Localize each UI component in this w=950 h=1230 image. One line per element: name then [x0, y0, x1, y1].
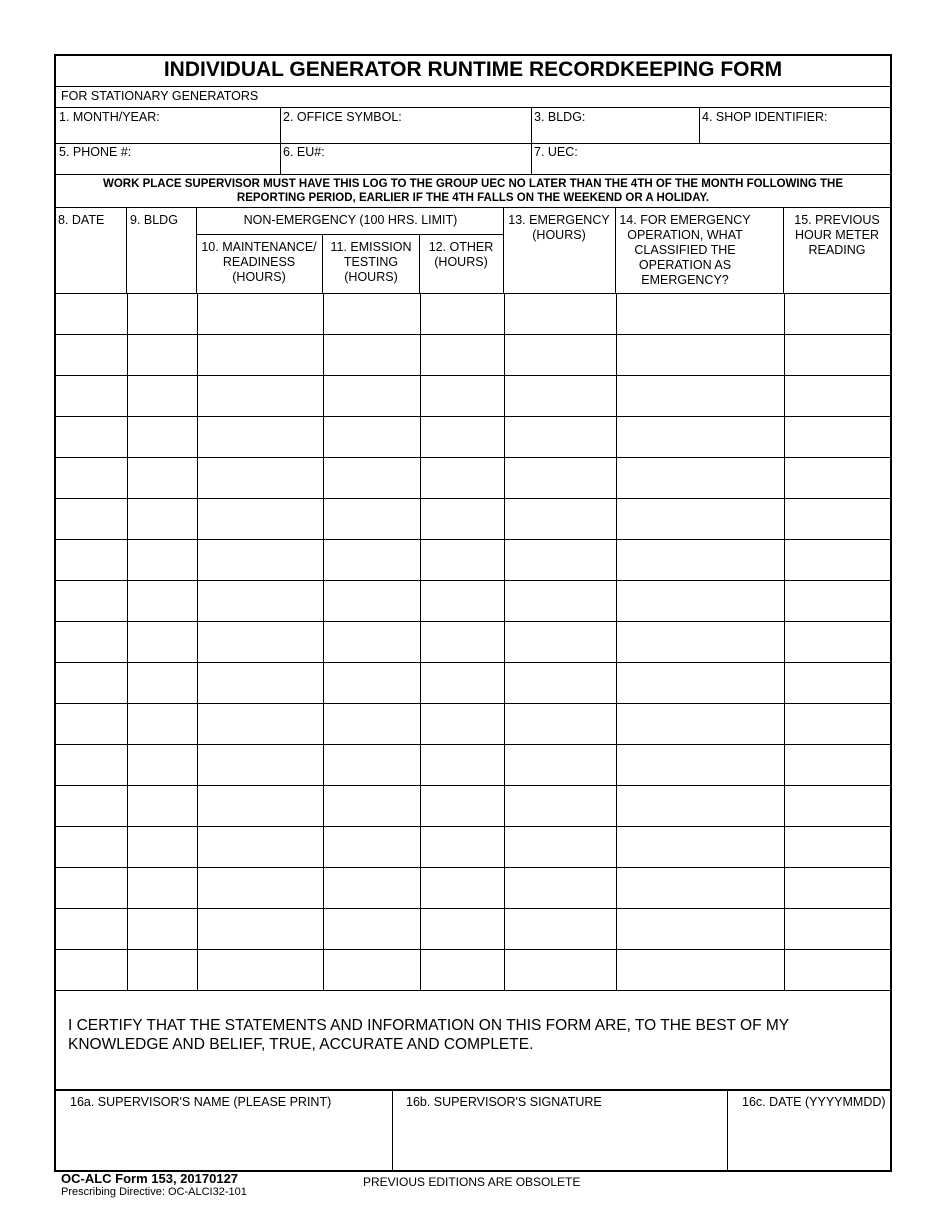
- table-row: [56, 293, 890, 334]
- col-classified: 14. FOR EMERGENCY OPERATION, WHAT CLASSIFIED THE OPERATION AS EMERGENCY?: [619, 213, 751, 287]
- entry-cell-emission[interactable]: [323, 826, 420, 867]
- entry-cell-classified[interactable]: [616, 826, 784, 867]
- entry-cell-bldg[interactable]: [127, 744, 197, 785]
- entry-cell-previous[interactable]: [784, 293, 890, 334]
- entry-cell-emergency[interactable]: [504, 334, 616, 375]
- entry-cell-emergency[interactable]: [504, 867, 616, 908]
- notice-line-1: WORK PLACE SUPERVISOR MUST HAVE THIS LOG TO THE GROUP UEC NO LATER THAN THE 4TH OF THE MONTH FOLLOWING THE: [102, 178, 844, 190]
- month-year-field[interactable]: [59, 110, 279, 144]
- entry-cell-emission[interactable]: [323, 334, 420, 375]
- entry-cell-previous[interactable]: [784, 457, 890, 498]
- entry-cell-emergency[interactable]: [504, 744, 616, 785]
- entry-cell-maintenance[interactable]: [197, 949, 323, 990]
- notice-line-2: REPORTING PERIOD, EARLIER IF THE 4TH FALLS ON THE WEEKEND OR A HOLIDAY.: [236, 192, 710, 204]
- bldg-label: 3. BLDG:: [534, 110, 586, 124]
- entry-cell-bldg[interactable]: [127, 539, 197, 580]
- entry-cell-emission[interactable]: [323, 908, 420, 949]
- entry-cell-bldg[interactable]: [127, 949, 197, 990]
- table-row: [56, 416, 890, 457]
- table-row: [56, 703, 890, 744]
- col-non-emergency: NON-EMERGENCY (100 HRS. LIMIT): [243, 213, 458, 227]
- entry-cell-other[interactable]: [420, 703, 504, 744]
- entry-cell-classified[interactable]: [616, 375, 784, 416]
- prescribing-directive: Prescribing Directive: OC-ALCI32-101: [61, 1186, 247, 1198]
- entry-cell-date[interactable]: [56, 416, 127, 457]
- phone-field[interactable]: [59, 145, 279, 175]
- entry-cell-date[interactable]: [56, 867, 127, 908]
- entry-cell-emission[interactable]: [323, 785, 420, 826]
- entry-cell-maintenance[interactable]: [197, 539, 323, 580]
- entry-cell-maintenance[interactable]: [197, 662, 323, 703]
- phone-label: 5. PHONE #:: [59, 145, 132, 159]
- entry-cell-bldg[interactable]: [127, 375, 197, 416]
- entry-cell-bldg[interactable]: [127, 621, 197, 662]
- entry-cell-emission[interactable]: [323, 539, 420, 580]
- eu-label: 6. EU#:: [283, 145, 325, 159]
- entry-cell-previous[interactable]: [784, 375, 890, 416]
- entry-cell-emission[interactable]: [323, 662, 420, 703]
- entry-cell-emergency[interactable]: [504, 539, 616, 580]
- entry-cell-emergency[interactable]: [504, 457, 616, 498]
- entry-cell-date[interactable]: [56, 334, 127, 375]
- entry-cell-maintenance[interactable]: [197, 744, 323, 785]
- col-emergency: 13. EMERGENCY (HOURS): [508, 213, 610, 242]
- entry-cell-date[interactable]: [56, 293, 127, 334]
- entry-cell-maintenance[interactable]: [197, 498, 323, 539]
- entry-cell-date[interactable]: [56, 949, 127, 990]
- entry-cell-other[interactable]: [420, 375, 504, 416]
- supervisor-signature-field[interactable]: [406, 1095, 726, 1170]
- entry-cell-emergency[interactable]: [504, 416, 616, 457]
- bldg-field[interactable]: [534, 110, 698, 144]
- entry-cell-previous[interactable]: [784, 908, 890, 949]
- entry-cell-date[interactable]: [56, 703, 127, 744]
- entry-cell-classified[interactable]: [616, 580, 784, 621]
- col-date: 8. DATE: [58, 213, 105, 227]
- entry-cell-date[interactable]: [56, 908, 127, 949]
- shop-identifier-label: 4. SHOP IDENTIFIER:: [702, 110, 828, 124]
- entry-cell-emergency[interactable]: [504, 703, 616, 744]
- entry-cell-classified[interactable]: [616, 334, 784, 375]
- obsolete-notice: PREVIOUS EDITIONS ARE OBSOLETE: [363, 1175, 581, 1189]
- entry-cell-previous[interactable]: [784, 867, 890, 908]
- entry-cell-classified[interactable]: [616, 457, 784, 498]
- generator-runtime-form: [54, 54, 892, 1172]
- entry-cell-classified[interactable]: [616, 621, 784, 662]
- entry-cell-emergency[interactable]: [504, 498, 616, 539]
- entry-cell-previous[interactable]: [784, 744, 890, 785]
- entry-cell-previous[interactable]: [784, 703, 890, 744]
- entry-cell-emission[interactable]: [323, 703, 420, 744]
- entry-cell-bldg[interactable]: [127, 662, 197, 703]
- certification-statement: I CERTIFY THAT THE STATEMENTS AND INFORMATION ON THIS FORM ARE, TO THE BEST OF MY KNOWLEDGE AND BELIEF, TRUE, ACCURATE AND COMPLETE.: [68, 1017, 790, 1053]
- entry-cell-other[interactable]: [420, 949, 504, 990]
- entry-cell-maintenance[interactable]: [197, 334, 323, 375]
- entry-cell-other[interactable]: [420, 826, 504, 867]
- entry-cell-date[interactable]: [56, 457, 127, 498]
- entry-cell-date[interactable]: [56, 662, 127, 703]
- entry-cell-maintenance[interactable]: [197, 293, 323, 334]
- entry-cell-emergency[interactable]: [504, 662, 616, 703]
- entry-cell-other[interactable]: [420, 908, 504, 949]
- entry-cell-date[interactable]: [56, 539, 127, 580]
- entry-cell-emission[interactable]: [323, 867, 420, 908]
- entry-cell-previous[interactable]: [784, 949, 890, 990]
- entry-cell-emission[interactable]: [323, 621, 420, 662]
- entry-cell-other[interactable]: [420, 785, 504, 826]
- entry-cell-emission[interactable]: [323, 375, 420, 416]
- eu-field[interactable]: [283, 145, 531, 175]
- col-bldg: 9. BLDG: [130, 213, 178, 227]
- entry-cell-previous[interactable]: [784, 826, 890, 867]
- entry-cell-previous[interactable]: [784, 334, 890, 375]
- entry-cell-other[interactable]: [420, 867, 504, 908]
- supervisor-signature-label: 16b. SUPERVISOR'S SIGNATURE: [406, 1095, 602, 1109]
- entry-cell-classified[interactable]: [616, 498, 784, 539]
- entry-cell-maintenance[interactable]: [197, 867, 323, 908]
- entry-cell-other[interactable]: [420, 416, 504, 457]
- entry-cell-other[interactable]: [420, 580, 504, 621]
- entry-cell-classified[interactable]: [616, 416, 784, 457]
- entry-cell-classified[interactable]: [616, 293, 784, 334]
- entry-cell-other[interactable]: [420, 498, 504, 539]
- entry-cell-previous[interactable]: [784, 785, 890, 826]
- entry-cell-maintenance[interactable]: [197, 621, 323, 662]
- signature-date-field[interactable]: [742, 1095, 888, 1170]
- entry-cell-classified[interactable]: [616, 703, 784, 744]
- entry-cell-emergency[interactable]: [504, 621, 616, 662]
- form-title: INDIVIDUAL GENERATOR RUNTIME RECORDKEEPING FORM: [163, 58, 783, 81]
- table-row: [56, 375, 890, 416]
- table-row: [56, 498, 890, 539]
- entry-cell-previous[interactable]: [784, 662, 890, 703]
- col-other: 12. OTHER (HOURS): [428, 240, 494, 269]
- supervisor-name-field[interactable]: [70, 1095, 390, 1170]
- entry-cell-classified[interactable]: [616, 744, 784, 785]
- office-symbol-field[interactable]: [283, 110, 531, 144]
- entry-cell-maintenance[interactable]: [197, 785, 323, 826]
- entry-cell-maintenance[interactable]: [197, 908, 323, 949]
- uec-field[interactable]: [534, 145, 888, 175]
- table-row: [56, 744, 890, 785]
- entry-cell-bldg[interactable]: [127, 416, 197, 457]
- office-symbol-label: 2. OFFICE SYMBOL:: [283, 110, 402, 124]
- form-footer: [61, 1172, 247, 1198]
- entry-cell-previous[interactable]: [784, 539, 890, 580]
- entry-cell-classified[interactable]: [616, 662, 784, 703]
- entry-cell-maintenance[interactable]: [197, 826, 323, 867]
- entry-cell-other[interactable]: [420, 334, 504, 375]
- entry-cell-other[interactable]: [420, 293, 504, 334]
- table-row: [56, 867, 890, 908]
- entry-cell-date[interactable]: [56, 744, 127, 785]
- entry-cell-emergency[interactable]: [504, 785, 616, 826]
- table-row: [56, 908, 890, 949]
- table-row: [56, 949, 890, 990]
- entry-cell-bldg[interactable]: [127, 703, 197, 744]
- entry-cell-date[interactable]: [56, 621, 127, 662]
- submission-notice: [56, 177, 890, 205]
- entry-cell-previous[interactable]: [784, 498, 890, 539]
- entry-cell-emission[interactable]: [323, 416, 420, 457]
- entry-cell-classified[interactable]: [616, 785, 784, 826]
- entry-cell-maintenance[interactable]: [197, 703, 323, 744]
- entry-cell-emergency[interactable]: [504, 949, 616, 990]
- table-row: [56, 539, 890, 580]
- entry-cell-previous[interactable]: [784, 416, 890, 457]
- entry-cell-bldg[interactable]: [127, 867, 197, 908]
- table-row: [56, 826, 890, 867]
- entry-cell-classified[interactable]: [616, 908, 784, 949]
- col-previous: 15. PREVIOUS HOUR METER READING: [794, 213, 880, 257]
- entry-cell-emission[interactable]: [323, 293, 420, 334]
- table-row: [56, 785, 890, 826]
- entry-cell-bldg[interactable]: [127, 457, 197, 498]
- table-row: [56, 334, 890, 375]
- entry-cell-previous[interactable]: [784, 580, 890, 621]
- entry-cell-date[interactable]: [56, 785, 127, 826]
- entry-cell-classified[interactable]: [616, 539, 784, 580]
- entry-cell-emission[interactable]: [323, 744, 420, 785]
- entry-cell-bldg[interactable]: [127, 293, 197, 334]
- entry-cell-bldg[interactable]: [127, 498, 197, 539]
- entry-cell-other[interactable]: [420, 457, 504, 498]
- table-row: [56, 621, 890, 662]
- entry-cell-other[interactable]: [420, 662, 504, 703]
- entry-cell-emission[interactable]: [323, 580, 420, 621]
- entry-cell-bldg[interactable]: [127, 785, 197, 826]
- supervisor-name-label: 16a. SUPERVISOR'S NAME (PLEASE PRINT): [70, 1095, 332, 1109]
- entry-cell-maintenance[interactable]: [197, 457, 323, 498]
- month-year-label: 1. MONTH/YEAR:: [59, 110, 160, 124]
- entry-cell-emergency[interactable]: [504, 580, 616, 621]
- entry-cell-maintenance[interactable]: [197, 580, 323, 621]
- table-row: [56, 662, 890, 703]
- entry-cell-bldg[interactable]: [127, 908, 197, 949]
- entry-cell-emission[interactable]: [323, 949, 420, 990]
- entry-cell-other[interactable]: [420, 539, 504, 580]
- entry-cell-bldg[interactable]: [127, 580, 197, 621]
- entry-cell-maintenance[interactable]: [197, 416, 323, 457]
- entry-cell-date[interactable]: [56, 580, 127, 621]
- table-row: [56, 580, 890, 621]
- entry-cell-other[interactable]: [420, 621, 504, 662]
- entry-cell-emergency[interactable]: [504, 293, 616, 334]
- entry-cell-previous[interactable]: [784, 621, 890, 662]
- entry-cell-date[interactable]: [56, 375, 127, 416]
- uec-label: 7. UEC:: [534, 145, 578, 159]
- table-row: [56, 457, 890, 498]
- entry-cell-emergency[interactable]: [504, 908, 616, 949]
- entry-cell-bldg[interactable]: [127, 826, 197, 867]
- signature-date-label: 16c. DATE (YYYYMMDD): [742, 1095, 886, 1109]
- entry-cell-emission[interactable]: [323, 498, 420, 539]
- entry-cell-date[interactable]: [56, 826, 127, 867]
- entry-cell-classified[interactable]: [616, 867, 784, 908]
- form-id: OC-ALC Form 153, 20170127: [61, 1171, 239, 1186]
- entry-cell-maintenance[interactable]: [197, 375, 323, 416]
- entry-cell-emergency[interactable]: [504, 826, 616, 867]
- entry-cell-other[interactable]: [420, 744, 504, 785]
- entry-cell-classified[interactable]: [616, 949, 784, 990]
- entry-cell-emission[interactable]: [323, 457, 420, 498]
- col-maintenance: 10. MAINTENANCE/ READINESS (HOURS): [201, 240, 317, 284]
- col-emission: 11. EMISSION TESTING (HOURS): [330, 240, 412, 284]
- log-entries-table: [56, 293, 890, 991]
- entry-cell-emergency[interactable]: [504, 375, 616, 416]
- shop-identifier-field[interactable]: [702, 110, 888, 144]
- entry-cell-bldg[interactable]: [127, 334, 197, 375]
- form-subtitle: FOR STATIONARY GENERATORS: [61, 89, 259, 103]
- entry-cell-date[interactable]: [56, 498, 127, 539]
